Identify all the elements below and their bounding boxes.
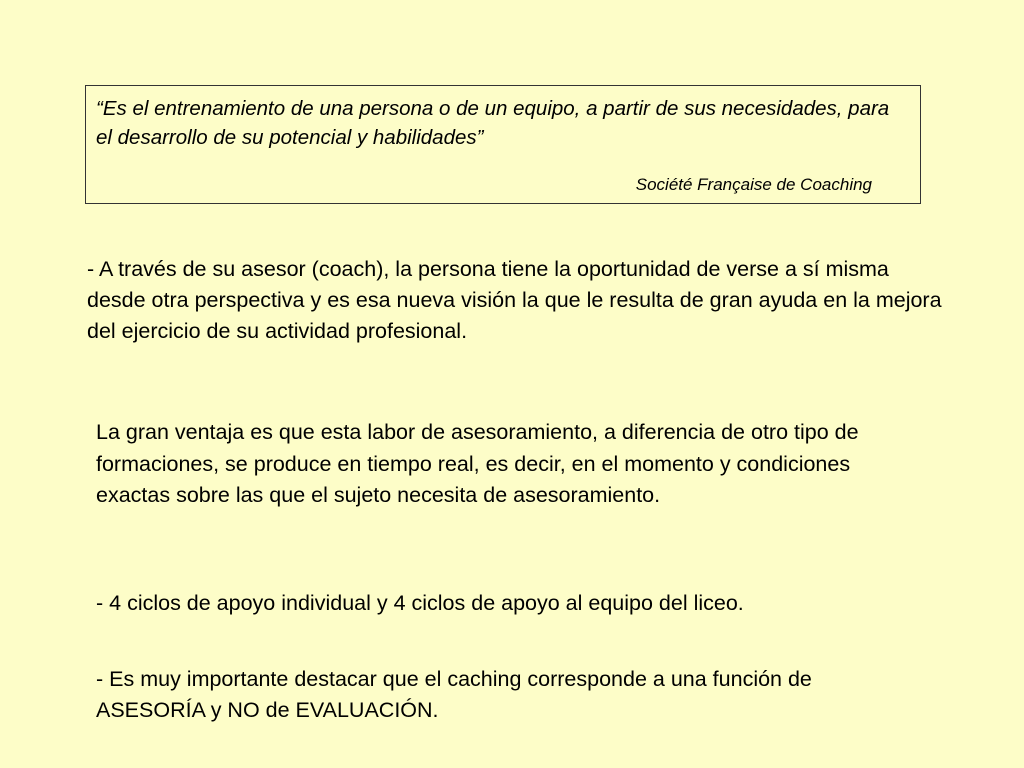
quote-text: “Es el entrenamiento de una persona o de un equipo, a partir de sus necesidades, para el desarrollo de su potencial y habilidades” (96, 97, 890, 149)
paragraph-coach-perspective: - A través de su asesor (coach), la persona tiene la oportunidad de verse a sí misma desde otra perspectiva y es esa nueva visión la que le resulta de gran ayuda en la mejora del ejercicio de su actividad profesional. (87, 257, 942, 343)
quote-source: Société Française de Coaching (635, 175, 872, 194)
paragraph-support-cycles: - 4 ciclos de apoyo individual y 4 ciclos de apoyo al equipo del liceo. (96, 591, 744, 615)
quote-box (85, 85, 921, 204)
paragraph-advantage: La gran ventaja es que esta labor de asesoramiento, a diferencia de otro tipo de formaciones, se produce en tiempo real, es decir, en el momento y condiciones exactas sobre las que el sujeto necesita de asesoramiento. (96, 420, 859, 507)
paragraph-important-note: - Es muy importante destacar que el caching corresponde a una función de ASESORÍA y NO de EVALUACIÓN. (96, 667, 812, 722)
